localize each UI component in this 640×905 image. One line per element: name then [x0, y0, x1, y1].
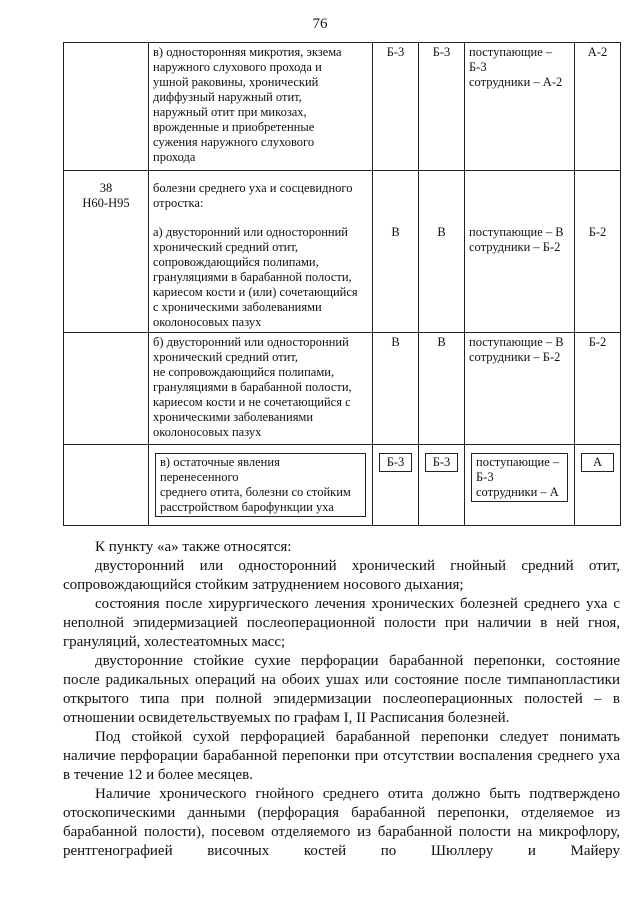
grade-cell: Б-3 — [419, 43, 465, 171]
grade-cell: Б-3 — [373, 43, 419, 171]
article-number-cell — [64, 43, 149, 171]
grade-cell: поступающие – Б-3 сотрудники – А-2 — [465, 43, 575, 171]
grade-cell: В — [373, 333, 419, 445]
grade-cell: Б-2 — [575, 223, 621, 333]
paragraph: состояния после хирургического лечения хронических болезней среднего уха с неполной эпидермизацией послеоперационной полости при наличии в ней гноя, грануляций, холестеатомных масс; — [63, 596, 620, 650]
section-heading-cell: болезни среднего уха и сосцевидного отростка: — [149, 171, 373, 224]
grade-cell: поступающие – В сотрудники – Б-2 — [465, 223, 575, 333]
paragraph: Под стойкой сухой перфорацией барабанной перепонки следует понимать наличие перфорации барабанной перепонки при отсутствии воспаления среднего уха в течение 12 и более месяцев. — [63, 729, 620, 783]
diagnosis-cell: в) остаточные явления перенесенного среднего отита, болезни со стойким расстройством барофункции уха — [155, 453, 366, 517]
grade-cell: В — [419, 333, 465, 445]
grade-cell: А — [581, 453, 614, 472]
paragraph: Наличие хронического гнойного среднего отита должно быть подтверждено отоскопическими данными (перфорация барабанной перепонки, отделяемое из барабанной полости), посевом отделяемого из барабанной полости на микрофлору, рентгенографией височных костей по Шюллеру и Майеру — [63, 786, 620, 859]
table-row — [64, 445, 621, 526]
diagnosis-cell: в) односторонняя микротия, экзема наружного слухового прохода и ушной раковины, хронический диффузный наружный отит, наружный отит при микозах, врожденные и приобретенные сужения наружного слухового прохода — [149, 43, 373, 171]
table-row — [64, 171, 621, 224]
grade-cell: Б-3 — [379, 453, 412, 472]
grade-cell: Б-2 — [575, 333, 621, 445]
grade-cell: В — [373, 223, 419, 333]
paragraph: К пункту «а» также относятся: — [95, 539, 292, 555]
paragraph: двусторонний или односторонний хронический гнойный средний отит, сопровождающийся стойким затруднением носового дыхания; — [63, 558, 620, 593]
article-number-cell: 38 Н60-Н95 — [64, 171, 149, 333]
grade-cell: В — [419, 223, 465, 333]
table-row — [64, 333, 621, 445]
grade-cell: поступающие – В сотрудники – Б-2 — [465, 333, 575, 445]
paragraph: двусторонние стойкие сухие перфорации барабанной перепонки, состояние после радикальных операций на обоих ушах или состояние после тимпанопластики открытого типа при полной эпидермизации послеоперационных полостей – в отношении освидетельствуемых по графам I, II Расписания болезней. — [63, 653, 620, 726]
table-row — [64, 43, 621, 171]
disease-table — [63, 42, 621, 526]
diagnosis-cell: а) двусторонний или односторонний хронический средний отит, сопровождающийся полипами, грануляциями в барабанной полости, кариесом кости и (или) сочетающийся с хроническими заболеваниями околоносовых пазух — [149, 223, 373, 333]
grade-cell: Б-3 — [425, 453, 458, 472]
body-text — [63, 538, 620, 861]
page-number: 76 — [312, 16, 328, 32]
grade-cell: поступающие – Б-3 сотрудники – А — [471, 453, 568, 502]
diagnosis-cell: б) двусторонний или односторонний хронический средний отит, не сопровождающийся полипами, грануляциями в барабанной полости, кариесом кости и не сочетающийся с хроническими заболеваниями околоносовых пазух — [149, 333, 373, 445]
grade-cell: А-2 — [575, 43, 621, 171]
